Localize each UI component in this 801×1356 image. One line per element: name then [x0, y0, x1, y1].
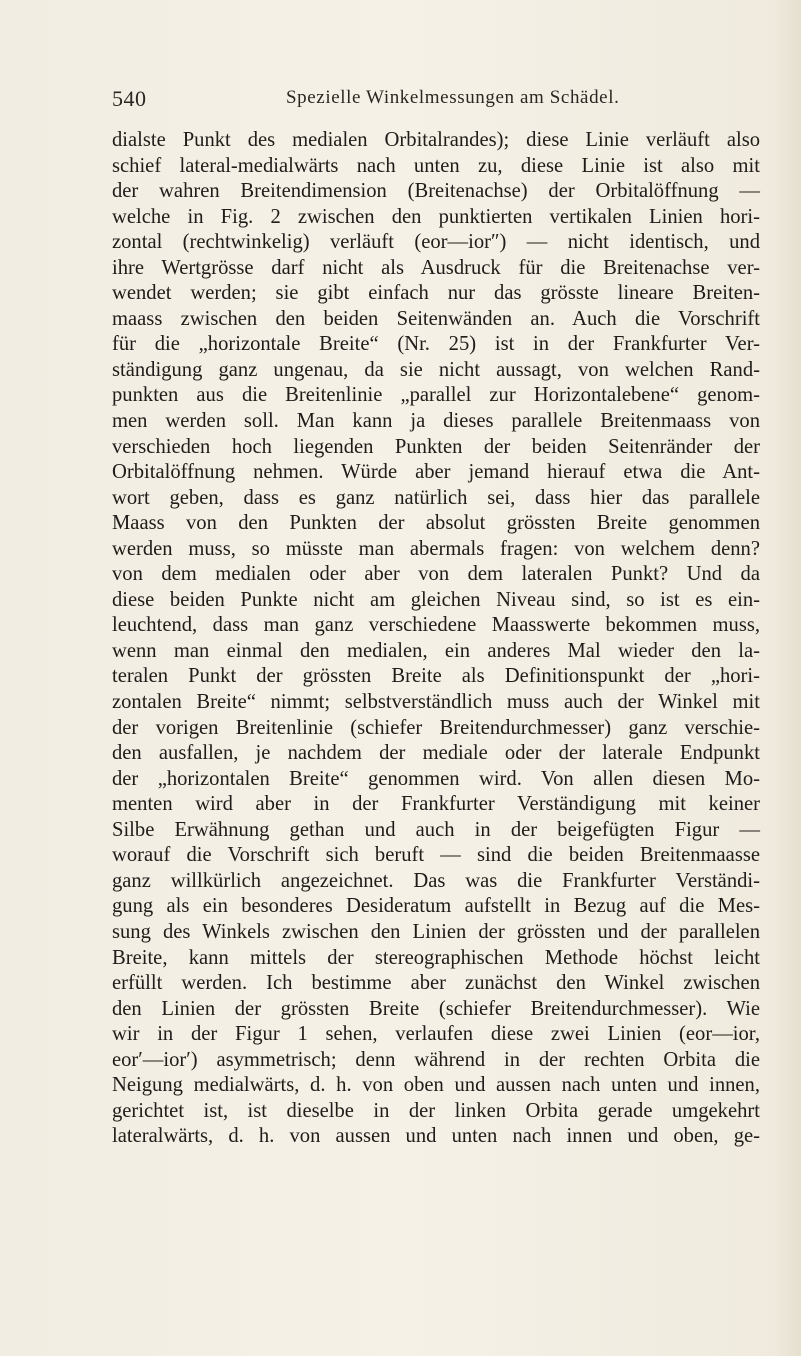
text-line: wir in der Figur 1 sehen, verlaufen diese zwei Linien (eor—ior, [112, 1023, 760, 1046]
text-line: diese beiden Punkte nicht am gleichen Niveau sind, so ist es ein- [112, 588, 760, 611]
running-title: Spezielle Winkelmessungen am Schädel. [286, 87, 620, 108]
text-line: von dem medialen oder aber von dem lateralen Punkt? Und da [112, 563, 760, 586]
text-line: verschieden hoch liegenden Punkten der beiden Seitenränder der [112, 435, 760, 458]
text-line: maass zwischen den beiden Seitenwänden an. Auch die Vorschrift [112, 307, 760, 330]
text-line: men werden soll. Man kann ja dieses parallele Breitenmaass von [112, 410, 760, 433]
page-edge-shading [773, 0, 801, 1356]
text-line: dialste Punkt des medialen Orbitalrandes); diese Linie verläuft also [112, 129, 760, 151]
text-line: den Linien der grössten Breite (schiefer Breitendurchmesser). Wie [112, 997, 760, 1020]
text-line: zontalen Breite“ nimmt; selbstverständlich muss auch der Winkel mit [112, 691, 760, 714]
text-line: der wahren Breitendimension (Breitenachse) der Orbitalöffnung — [112, 180, 760, 203]
page-header [112, 86, 712, 116]
text-line: Maass von den Punkten der absolut grössten Breite genommen [112, 512, 760, 535]
text-line: sung des Winkels zwischen den Linien der grössten und der parallelen [112, 920, 760, 943]
text-line: welche in Fig. 2 zwischen den punktierten vertikalen Linien hori- [112, 205, 760, 228]
page-number: 540 [112, 86, 147, 111]
text-line: wendet werden; sie gibt einfach nur das grösste lineare Breiten- [112, 282, 760, 305]
text-line: für die „horizontale Breite“ (Nr. 25) ist in der Frankfurter Ver- [112, 333, 760, 356]
text-line: wort geben, dass es ganz natürlich sei, dass hier das parallele [112, 486, 760, 509]
text-line: ihre Wertgrösse darf nicht als Ausdruck für die Breitenachse ver- [112, 256, 760, 279]
text-line: ständigung ganz ungenau, da sie nicht aussagt, von welchen Rand- [112, 358, 760, 381]
text-line: Silbe Erwähnung gethan und auch in der beigefügten Figur — [112, 818, 760, 841]
body-text [112, 128, 760, 1150]
text-line: lateralwärts, d. h. von aussen und unten nach innen und oben, ge- [112, 1125, 760, 1148]
text-line: ganz willkürlich angezeichnet. Das was die Frankfurter Verständi- [112, 869, 760, 892]
text-line: gung als ein besonderes Desideratum aufstellt in Bezug auf die Mes- [112, 895, 760, 918]
text-line: schief lateral-medialwärts nach unten zu, diese Linie ist also mit [112, 154, 760, 177]
text-line: leuchtend, dass man ganz verschiedene Maasswerte bekommen muss, [112, 614, 760, 637]
text-line: menten wird aber in der Frankfurter Verständigung mit keiner [112, 793, 760, 816]
text-line: werden muss, so müsste man abermals fragen: von welchem denn? [112, 537, 760, 560]
text-line: Breite, kann mittels der stereographischen Methode höchst leicht [112, 946, 760, 969]
text-line: erfüllt werden. Ich bestimme aber zunächst den Winkel zwischen [112, 972, 760, 995]
text-line: wenn man einmal den medialen, ein anderes Mal wieder den la- [112, 639, 760, 662]
text-line: Neigung medialwärts, d. h. von oben und aussen nach unten und innen, [112, 1074, 760, 1097]
text-line: zontal (rechtwinkelig) verläuft (eor—ior″) — nicht identisch, und [112, 231, 760, 254]
text-line: Orbitalöffnung nehmen. Würde aber jemand hierauf etwa die Ant- [112, 461, 760, 484]
text-line: worauf die Vorschrift sich beruft — sind die beiden Breitenmaasse [112, 844, 760, 867]
text-line: den ausfallen, je nachdem der mediale oder der laterale Endpunkt [112, 742, 760, 765]
text-line: der vorigen Breitenlinie (schiefer Breitendurchmesser) ganz verschie- [112, 716, 760, 739]
text-line: eor′—ior′) asymmetrisch; denn während in der rechten Orbita die [112, 1048, 760, 1071]
text-line: teralen Punkt der grössten Breite als Definitionspunkt der „hori- [112, 665, 760, 688]
text-line: der „horizontalen Breite“ genommen wird. Von allen diesen Mo- [112, 767, 760, 790]
text-line: punkten aus die Breitenlinie „parallel zur Horizontalebene“ genom- [112, 384, 760, 407]
text-line: gerichtet ist, ist dieselbe in der linken Orbita gerade umgekehrt [112, 1099, 760, 1122]
